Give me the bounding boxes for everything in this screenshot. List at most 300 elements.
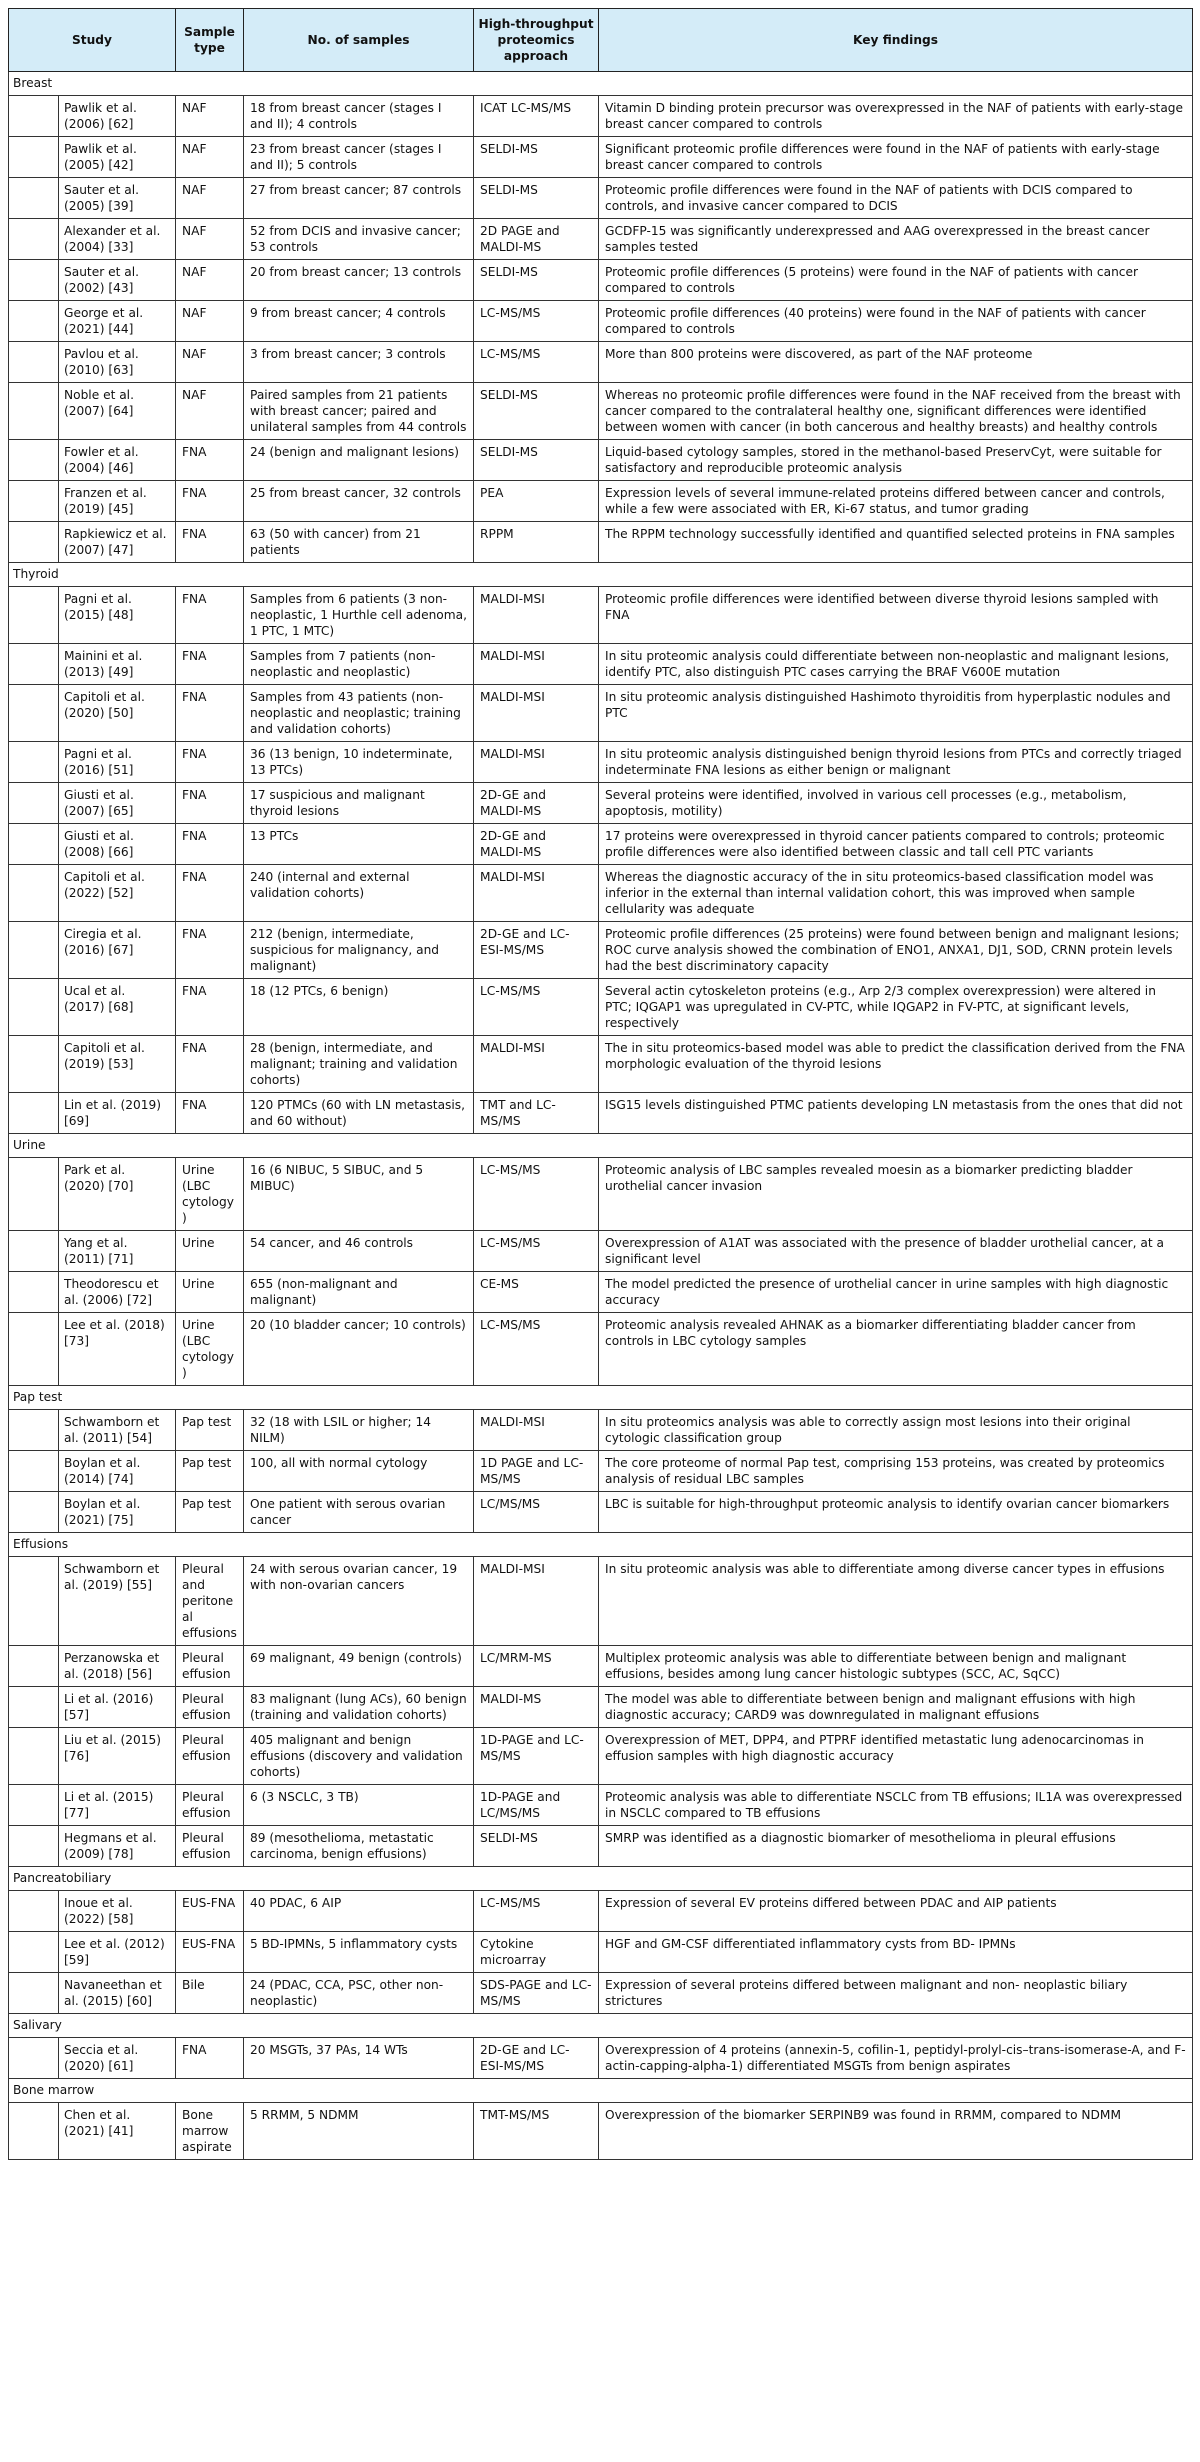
indent-cell xyxy=(9,1451,59,1492)
indent-cell xyxy=(9,2038,59,2079)
table-row xyxy=(9,1313,1193,1386)
study-cell: Pavlou et al. (2010) [63] xyxy=(59,342,176,383)
sample-type-cell: FNA xyxy=(176,742,244,783)
sample-type-cell: Bile xyxy=(176,1973,244,2014)
samples-cell: 405 malignant and benign effusions (discovery and validation cohorts) xyxy=(244,1728,474,1785)
table-row xyxy=(9,522,1193,563)
table-row xyxy=(9,440,1193,481)
approach-cell: LC-MS/MS xyxy=(474,979,599,1036)
study-cell: Franzen et al. (2019) [45] xyxy=(59,481,176,522)
approach-cell: ICAT LC-MS/MS xyxy=(474,96,599,137)
indent-cell xyxy=(9,865,59,922)
findings-cell: In situ proteomic analysis distinguished benign thyroid lesions from PTCs and correctly triaged indeterminate FNA lesions as either benign or malignant xyxy=(599,742,1193,783)
sample-type-cell: NAF xyxy=(176,219,244,260)
study-cell: Schwamborn et al. (2019) [55] xyxy=(59,1557,176,1646)
sample-type-cell: Pleural effusion xyxy=(176,1826,244,1867)
findings-cell: In situ proteomic analysis distinguished Hashimoto thyroiditis from hyperplastic nodules and PTC xyxy=(599,685,1193,742)
indent-cell xyxy=(9,2103,59,2160)
study-cell: Navaneethan et al. (2015) [60] xyxy=(59,1973,176,2014)
proteomics-studies-table xyxy=(8,8,1193,2160)
indent-cell xyxy=(9,1272,59,1313)
section-label: Salivary xyxy=(9,2014,1193,2038)
table-row xyxy=(9,1231,1193,1272)
table-row xyxy=(9,922,1193,979)
approach-cell: CE-MS xyxy=(474,1272,599,1313)
table-row xyxy=(9,260,1193,301)
table-row xyxy=(9,383,1193,440)
indent-cell xyxy=(9,783,59,824)
study-cell: Li et al. (2015) [77] xyxy=(59,1785,176,1826)
findings-cell: Overexpression of MET, DPP4, and PTPRF identified metastatic lung adenocarcinomas in effusion samples with high diagnostic accuracy xyxy=(599,1728,1193,1785)
study-cell: Sauter et al. (2002) [43] xyxy=(59,260,176,301)
indent-cell xyxy=(9,1410,59,1451)
samples-cell: 32 (18 with LSIL or higher; 14 NILM) xyxy=(244,1410,474,1451)
table-row xyxy=(9,1932,1193,1973)
findings-cell: Proteomic analysis of LBC samples revealed moesin as a biomarker predicting bladder urothelial cancer invasion xyxy=(599,1158,1193,1231)
sample-type-cell: FNA xyxy=(176,481,244,522)
header-approach: High-throughput proteomics approach xyxy=(474,9,599,72)
sample-type-cell: NAF xyxy=(176,383,244,440)
table-row xyxy=(9,1272,1193,1313)
section-label: Pap test xyxy=(9,1386,1193,1410)
sample-type-cell: Pleural and peritoneal effusions xyxy=(176,1557,244,1646)
section-row xyxy=(9,72,1193,96)
approach-cell: LC/MS/MS xyxy=(474,1492,599,1533)
approach-cell: SELDI-MS xyxy=(474,178,599,219)
findings-cell: More than 800 proteins were discovered, as part of the NAF proteome xyxy=(599,342,1193,383)
samples-cell: 23 from breast cancer (stages I and II); 5 controls xyxy=(244,137,474,178)
indent-cell xyxy=(9,1785,59,1826)
findings-cell: 17 proteins were overexpressed in thyroid cancer patients compared to controls; proteomic profile differences were also identified between classic and tall cell PTC variants xyxy=(599,824,1193,865)
study-cell: Capitoli et al. (2022) [52] xyxy=(59,865,176,922)
samples-cell: 63 (50 with cancer) from 21 patients xyxy=(244,522,474,563)
findings-cell: Proteomic profile differences were found in the NAF of patients with DCIS compared to controls, and invasive cancer compared to DCIS xyxy=(599,178,1193,219)
study-cell: Perzanowska et al. (2018) [56] xyxy=(59,1646,176,1687)
study-cell: Boylan et al. (2021) [75] xyxy=(59,1492,176,1533)
sample-type-cell: EUS-FNA xyxy=(176,1932,244,1973)
findings-cell: SMRP was identified as a diagnostic biomarker of mesothelioma in pleural effusions xyxy=(599,1826,1193,1867)
indent-cell xyxy=(9,1687,59,1728)
samples-cell: 9 from breast cancer; 4 controls xyxy=(244,301,474,342)
findings-cell: Whereas the diagnostic accuracy of the in situ proteomics-based classification model was inferior in the external than internal validation cohort, this was improved when sample cellularity was adequate xyxy=(599,865,1193,922)
approach-cell: LC-MS/MS xyxy=(474,1313,599,1386)
approach-cell: MALDI-MSI xyxy=(474,1036,599,1093)
table-row xyxy=(9,1826,1193,1867)
approach-cell: SELDI-MS xyxy=(474,383,599,440)
approach-cell: LC-MS/MS xyxy=(474,1158,599,1231)
table-row xyxy=(9,979,1193,1036)
samples-cell: 40 PDAC, 6 AIP xyxy=(244,1891,474,1932)
samples-cell: 20 from breast cancer; 13 controls xyxy=(244,260,474,301)
section-row xyxy=(9,563,1193,587)
sample-type-cell: NAF xyxy=(176,260,244,301)
sample-type-cell: FNA xyxy=(176,979,244,1036)
approach-cell: LC-MS/MS xyxy=(474,1231,599,1272)
findings-cell: In situ proteomic analysis could differentiate between non-neoplastic and malignant lesions, identify PTC, also distinguish PTC cases carrying the BRAF V600E mutation xyxy=(599,644,1193,685)
table-row xyxy=(9,1492,1193,1533)
sample-type-cell: Bone marrow aspirate xyxy=(176,2103,244,2160)
samples-cell: 6 (3 NSCLC, 3 TB) xyxy=(244,1785,474,1826)
table-row xyxy=(9,1036,1193,1093)
samples-cell: 52 from DCIS and invasive cancer; 53 controls xyxy=(244,219,474,260)
sample-type-cell: Urine (LBC cytology) xyxy=(176,1158,244,1231)
samples-cell: Samples from 43 patients (non-neoplastic and neoplastic; training and validation cohorts) xyxy=(244,685,474,742)
findings-cell: Overexpression of A1AT was associated with the presence of bladder urothelial cancer, at a significant level xyxy=(599,1231,1193,1272)
table-row xyxy=(9,1973,1193,2014)
indent-cell xyxy=(9,1728,59,1785)
indent-cell xyxy=(9,1826,59,1867)
study-cell: Noble et al. (2007) [64] xyxy=(59,383,176,440)
approach-cell: 1D-PAGE and LC-MS/MS xyxy=(474,1728,599,1785)
sample-type-cell: FNA xyxy=(176,440,244,481)
study-cell: Park et al. (2020) [70] xyxy=(59,1158,176,1231)
samples-cell: 18 (12 PTCs, 6 benign) xyxy=(244,979,474,1036)
samples-cell: 212 (benign, intermediate, suspicious for malignancy, and malignant) xyxy=(244,922,474,979)
sample-type-cell: NAF xyxy=(176,301,244,342)
samples-cell: 16 (6 NIBUC, 5 SIBUC, and 5 MIBUC) xyxy=(244,1158,474,1231)
findings-cell: Proteomic profile differences (25 proteins) were found between benign and malignant lesions; ROC curve analysis showed the combination of ENO1, ANXA1, DJ1, SOD, CRNN protein levels had the best discriminatory capacity xyxy=(599,922,1193,979)
approach-cell: MALDI-MS xyxy=(474,1687,599,1728)
header-row xyxy=(9,9,1193,72)
study-cell: Seccia et al. (2020) [61] xyxy=(59,2038,176,2079)
findings-cell: HGF and GM-CSF differentiated inflammatory cysts from BD- IPMNs xyxy=(599,1932,1193,1973)
sample-type-cell: FNA xyxy=(176,824,244,865)
approach-cell: 2D-GE and MALDI-MS xyxy=(474,824,599,865)
indent-cell xyxy=(9,342,59,383)
approach-cell: LC-MS/MS xyxy=(474,1891,599,1932)
sample-type-cell: FNA xyxy=(176,783,244,824)
indent-cell xyxy=(9,1093,59,1134)
study-cell: Pawlik et al. (2005) [42] xyxy=(59,137,176,178)
table-row xyxy=(9,1728,1193,1785)
approach-cell: SDS-PAGE and LC-MS/MS xyxy=(474,1973,599,2014)
table-row xyxy=(9,1451,1193,1492)
study-cell: Ciregia et al. (2016) [67] xyxy=(59,922,176,979)
approach-cell: SELDI-MS xyxy=(474,1826,599,1867)
table-row xyxy=(9,742,1193,783)
indent-cell xyxy=(9,1036,59,1093)
table-row xyxy=(9,481,1193,522)
approach-cell: MALDI-MSI xyxy=(474,644,599,685)
indent-cell xyxy=(9,1932,59,1973)
section-label: Breast xyxy=(9,72,1193,96)
indent-cell xyxy=(9,383,59,440)
findings-cell: GCDFP-15 was significantly underexpressed and AAG overexpressed in the breast cancer samples tested xyxy=(599,219,1193,260)
indent-cell xyxy=(9,742,59,783)
findings-cell: The in situ proteomics-based model was able to predict the classification derived from the FNA morphologic evaluation of the thyroid lesions xyxy=(599,1036,1193,1093)
study-cell: Inoue et al. (2022) [58] xyxy=(59,1891,176,1932)
indent-cell xyxy=(9,1646,59,1687)
table-row xyxy=(9,824,1193,865)
samples-cell: 89 (mesothelioma, metastatic carcinoma, benign effusions) xyxy=(244,1826,474,1867)
header-samples: No. of samples xyxy=(244,9,474,72)
study-cell: Fowler et al. (2004) [46] xyxy=(59,440,176,481)
study-cell: Lee et al. (2012) [59] xyxy=(59,1932,176,1973)
approach-cell: MALDI-MSI xyxy=(474,742,599,783)
findings-cell: Overexpression of the biomarker SERPINB9 was found in RRMM, compared to NDMM xyxy=(599,2103,1193,2160)
table-row xyxy=(9,783,1193,824)
sample-type-cell: FNA xyxy=(176,587,244,644)
table-row xyxy=(9,342,1193,383)
samples-cell: 655 (non-malignant and malignant) xyxy=(244,1272,474,1313)
table-row xyxy=(9,301,1193,342)
sample-type-cell: Urine (LBC cytology) xyxy=(176,1313,244,1386)
table-row xyxy=(9,1158,1193,1231)
table-row xyxy=(9,1646,1193,1687)
samples-cell: Paired samples from 21 patients with breast cancer; paired and unilateral samples from 44 controls xyxy=(244,383,474,440)
samples-cell: Samples from 6 patients (3 non-neoplastic, 1 Hurthle cell adenoma, 1 PTC, 1 MTC) xyxy=(244,587,474,644)
study-cell: Ucal et al. (2017) [68] xyxy=(59,979,176,1036)
samples-cell: 5 BD-IPMNs, 5 inflammatory cysts xyxy=(244,1932,474,1973)
table-row xyxy=(9,865,1193,922)
sample-type-cell: Pleural effusion xyxy=(176,1785,244,1826)
samples-cell: 3 from breast cancer; 3 controls xyxy=(244,342,474,383)
indent-cell xyxy=(9,824,59,865)
indent-cell xyxy=(9,219,59,260)
study-cell: Chen et al. (2021) [41] xyxy=(59,2103,176,2160)
study-cell: Pagni et al. (2015) [48] xyxy=(59,587,176,644)
samples-cell: 18 from breast cancer (stages I and II); 4 controls xyxy=(244,96,474,137)
findings-cell: Expression of several EV proteins differed between PDAC and AIP patients xyxy=(599,1891,1193,1932)
sample-type-cell: Pleural effusion xyxy=(176,1728,244,1785)
findings-cell: The core proteome of normal Pap test, comprising 153 proteins, was created by proteomics analysis of residual LBC samples xyxy=(599,1451,1193,1492)
samples-cell: 54 cancer, and 46 controls xyxy=(244,1231,474,1272)
table-row xyxy=(9,178,1193,219)
findings-cell: In situ proteomic analysis was able to differentiate among diverse cancer types in effusions xyxy=(599,1557,1193,1646)
section-label: Thyroid xyxy=(9,563,1193,587)
table-row xyxy=(9,219,1193,260)
table-row xyxy=(9,587,1193,644)
approach-cell: TMT-MS/MS xyxy=(474,2103,599,2160)
samples-cell: 36 (13 benign, 10 indeterminate, 13 PTCs) xyxy=(244,742,474,783)
approach-cell: RPPM xyxy=(474,522,599,563)
section-row xyxy=(9,1134,1193,1158)
table-row xyxy=(9,137,1193,178)
samples-cell: 240 (internal and external validation cohorts) xyxy=(244,865,474,922)
study-cell: Alexander et al. (2004) [33] xyxy=(59,219,176,260)
indent-cell xyxy=(9,1973,59,2014)
study-cell: Lin et al. (2019) [69] xyxy=(59,1093,176,1134)
table-row xyxy=(9,685,1193,742)
samples-cell: 24 with serous ovarian cancer, 19 with non-ovarian cancers xyxy=(244,1557,474,1646)
indent-cell xyxy=(9,440,59,481)
table-body xyxy=(9,72,1193,2160)
approach-cell: MALDI-MSI xyxy=(474,1557,599,1646)
indent-cell xyxy=(9,922,59,979)
section-label: Bone marrow xyxy=(9,2079,1193,2103)
findings-cell: Proteomic profile differences (40 proteins) were found in the NAF of patients with cancer compared to controls xyxy=(599,301,1193,342)
findings-cell: ISG15 levels distinguished PTMC patients developing LN metastasis from the ones that did not xyxy=(599,1093,1193,1134)
approach-cell: 2D-GE and LC-ESI-MS/MS xyxy=(474,922,599,979)
table-row xyxy=(9,1785,1193,1826)
sample-type-cell: Urine xyxy=(176,1272,244,1313)
study-cell: Mainini et al. (2013) [49] xyxy=(59,644,176,685)
section-label: Pancreatobiliary xyxy=(9,1867,1193,1891)
approach-cell: 2D PAGE and MALDI-MS xyxy=(474,219,599,260)
samples-cell: 83 malignant (lung ACs), 60 benign (training and validation cohorts) xyxy=(244,1687,474,1728)
approach-cell: SELDI-MS xyxy=(474,260,599,301)
approach-cell: TMT and LC-MS/MS xyxy=(474,1093,599,1134)
table-row xyxy=(9,644,1193,685)
samples-cell: 69 malignant, 49 benign (controls) xyxy=(244,1646,474,1687)
sample-type-cell: FNA xyxy=(176,922,244,979)
study-cell: Schwamborn et al. (2011) [54] xyxy=(59,1410,176,1451)
header-study: Study xyxy=(9,9,176,72)
sample-type-cell: Pleural effusion xyxy=(176,1646,244,1687)
indent-cell xyxy=(9,1231,59,1272)
findings-cell: The RPPM technology successfully identified and quantified selected proteins in FNA samples xyxy=(599,522,1193,563)
approach-cell: MALDI-MSI xyxy=(474,685,599,742)
study-cell: George et al. (2021) [44] xyxy=(59,301,176,342)
approach-cell: Cytokine microarray xyxy=(474,1932,599,1973)
findings-cell: Overexpression of 4 proteins (annexin-5, cofilin-1, peptidyl-prolyl-cis–trans-isomerase-A, and F-actin-capping-alpha-1) differentiated MSGTs from benign aspirates xyxy=(599,2038,1193,2079)
indent-cell xyxy=(9,1557,59,1646)
table-row xyxy=(9,1093,1193,1134)
approach-cell: MALDI-MSI xyxy=(474,865,599,922)
approach-cell: MALDI-MSI xyxy=(474,1410,599,1451)
table-row xyxy=(9,2103,1193,2160)
findings-cell: Vitamin D binding protein precursor was overexpressed in the NAF of patients with early-stage breast cancer compared to controls xyxy=(599,96,1193,137)
sample-type-cell: FNA xyxy=(176,2038,244,2079)
indent-cell xyxy=(9,587,59,644)
findings-cell: Liquid-based cytology samples, stored in the methanol-based PreservCyt, were suitable for satisfactory and reproducible proteomic analysis xyxy=(599,440,1193,481)
section-row xyxy=(9,2079,1193,2103)
findings-cell: The model was able to differentiate between benign and malignant effusions with high diagnostic accuracy; CARD9 was downregulated in malignant effusions xyxy=(599,1687,1193,1728)
section-row xyxy=(9,1386,1193,1410)
indent-cell xyxy=(9,1158,59,1231)
indent-cell xyxy=(9,178,59,219)
sample-type-cell: NAF xyxy=(176,178,244,219)
sample-type-cell: FNA xyxy=(176,865,244,922)
indent-cell xyxy=(9,685,59,742)
section-label: Effusions xyxy=(9,1533,1193,1557)
sample-type-cell: FNA xyxy=(176,1036,244,1093)
findings-cell: Proteomic analysis revealed AHNAK as a biomarker differentiating bladder cancer from controls in LBC cytology samples xyxy=(599,1313,1193,1386)
findings-cell: Expression of several proteins differed between malignant and non- neoplastic biliary strictures xyxy=(599,1973,1193,2014)
indent-cell xyxy=(9,979,59,1036)
section-row xyxy=(9,1533,1193,1557)
samples-cell: 20 (10 bladder cancer; 10 controls) xyxy=(244,1313,474,1386)
section-label: Urine xyxy=(9,1134,1193,1158)
findings-cell: Several proteins were identified, involved in various cell processes (e.g., metabolism, apoptosis, motility) xyxy=(599,783,1193,824)
findings-cell: The model predicted the presence of urothelial cancer in urine samples with high diagnostic accuracy xyxy=(599,1272,1193,1313)
samples-cell: Samples from 7 patients (non-neoplastic and neoplastic) xyxy=(244,644,474,685)
sample-type-cell: FNA xyxy=(176,644,244,685)
samples-cell: 27 from breast cancer; 87 controls xyxy=(244,178,474,219)
indent-cell xyxy=(9,1492,59,1533)
header-sample-type: Sample type xyxy=(176,9,244,72)
approach-cell: 1D-PAGE and LC/MS/MS xyxy=(474,1785,599,1826)
table-row xyxy=(9,1410,1193,1451)
indent-cell xyxy=(9,522,59,563)
indent-cell xyxy=(9,137,59,178)
findings-cell: Several actin cytoskeleton proteins (e.g., Arp 2/3 complex overexpression) were altered in PTC; IQGAP1 was upregulated in CV-PTC, while IQGAP2 in FV-PTC, at significant levels, respectively xyxy=(599,979,1193,1036)
sample-type-cell: Pap test xyxy=(176,1451,244,1492)
samples-cell: 13 PTCs xyxy=(244,824,474,865)
findings-cell: Expression levels of several immune-related proteins differed between cancer and controls, while a few were associated with ER, Ki-67 status, and tumor grading xyxy=(599,481,1193,522)
header-key-findings: Key findings xyxy=(599,9,1193,72)
study-cell: Capitoli et al. (2019) [53] xyxy=(59,1036,176,1093)
sample-type-cell: NAF xyxy=(176,96,244,137)
approach-cell: 2D-GE and MALDI-MS xyxy=(474,783,599,824)
sample-type-cell: Pleural effusion xyxy=(176,1687,244,1728)
table-row xyxy=(9,96,1193,137)
study-cell: Pagni et al. (2016) [51] xyxy=(59,742,176,783)
study-cell: Theodorescu et al. (2006) [72] xyxy=(59,1272,176,1313)
sample-type-cell: Pap test xyxy=(176,1492,244,1533)
sample-type-cell: NAF xyxy=(176,137,244,178)
study-cell: Sauter et al. (2005) [39] xyxy=(59,178,176,219)
samples-cell: 25 from breast cancer, 32 controls xyxy=(244,481,474,522)
findings-cell: Whereas no proteomic profile differences were found in the NAF received from the breast with cancer compared to the contralateral healthy one, significant differences were identified between women with cancer (in both cancerous and healthy breasts) and healthy controls xyxy=(599,383,1193,440)
study-cell: Yang et al. (2011) [71] xyxy=(59,1231,176,1272)
samples-cell: 5 RRMM, 5 NDMM xyxy=(244,2103,474,2160)
samples-cell: 17 suspicious and malignant thyroid lesions xyxy=(244,783,474,824)
sample-type-cell: FNA xyxy=(176,522,244,563)
samples-cell: 120 PTMCs (60 with LN metastasis, and 60 without) xyxy=(244,1093,474,1134)
findings-cell: Proteomic analysis was able to differentiate NSCLC from TB effusions; IL1A was overexpressed in NSCLC compared to TB effusions xyxy=(599,1785,1193,1826)
study-cell: Li et al. (2016) [57] xyxy=(59,1687,176,1728)
study-cell: Capitoli et al. (2020) [50] xyxy=(59,685,176,742)
indent-cell xyxy=(9,1891,59,1932)
sample-type-cell: Pap test xyxy=(176,1410,244,1451)
samples-cell: 24 (PDAC, CCA, PSC, other non-neoplastic) xyxy=(244,1973,474,2014)
study-cell: Giusti et al. (2008) [66] xyxy=(59,824,176,865)
study-cell: Boylan et al. (2014) [74] xyxy=(59,1451,176,1492)
table-row xyxy=(9,1687,1193,1728)
approach-cell: PEA xyxy=(474,481,599,522)
study-cell: Lee et al. (2018) [73] xyxy=(59,1313,176,1386)
sample-type-cell: NAF xyxy=(176,342,244,383)
approach-cell: LC-MS/MS xyxy=(474,342,599,383)
study-cell: Liu et al. (2015) [76] xyxy=(59,1728,176,1785)
table-row xyxy=(9,1891,1193,1932)
samples-cell: One patient with serous ovarian cancer xyxy=(244,1492,474,1533)
study-cell: Pawlik et al. (2006) [62] xyxy=(59,96,176,137)
study-cell: Rapkiewicz et al. (2007) [47] xyxy=(59,522,176,563)
findings-cell: In situ proteomics analysis was able to correctly assign most lesions into their original cytologic classification group xyxy=(599,1410,1193,1451)
findings-cell: Multiplex proteomic analysis was able to differentiate between benign and malignant effusions, besides among lung cancer histologic subtypes (SCC, AC, SqCC) xyxy=(599,1646,1193,1687)
approach-cell: SELDI-MS xyxy=(474,137,599,178)
findings-cell: Proteomic profile differences (5 proteins) were found in the NAF of patients with cancer compared to controls xyxy=(599,260,1193,301)
indent-cell xyxy=(9,644,59,685)
sample-type-cell: FNA xyxy=(176,685,244,742)
sample-type-cell: FNA xyxy=(176,1093,244,1134)
sample-type-cell: EUS-FNA xyxy=(176,1891,244,1932)
approach-cell: 1D PAGE and LC-MS/MS xyxy=(474,1451,599,1492)
indent-cell xyxy=(9,1313,59,1386)
samples-cell: 100, all with normal cytology xyxy=(244,1451,474,1492)
samples-cell: 20 MSGTs, 37 PAs, 14 WTs xyxy=(244,2038,474,2079)
sample-type-cell: Urine xyxy=(176,1231,244,1272)
indent-cell xyxy=(9,260,59,301)
findings-cell: Proteomic profile differences were identified between diverse thyroid lesions sampled with FNA xyxy=(599,587,1193,644)
approach-cell: LC-MS/MS xyxy=(474,301,599,342)
table-container xyxy=(8,8,1192,2160)
study-cell: Hegmans et al. (2009) [78] xyxy=(59,1826,176,1867)
samples-cell: 28 (benign, intermediate, and malignant; training and validation cohorts) xyxy=(244,1036,474,1093)
approach-cell: MALDI-MSI xyxy=(474,587,599,644)
study-cell: Giusti et al. (2007) [65] xyxy=(59,783,176,824)
section-row xyxy=(9,2014,1193,2038)
approach-cell: SELDI-MS xyxy=(474,440,599,481)
indent-cell xyxy=(9,96,59,137)
approach-cell: LC/MRM-MS xyxy=(474,1646,599,1687)
indent-cell xyxy=(9,301,59,342)
findings-cell: Significant proteomic profile differences were found in the NAF of patients with early-stage breast cancer compared to controls xyxy=(599,137,1193,178)
findings-cell: LBC is suitable for high-throughput proteomic analysis to identify ovarian cancer biomarkers xyxy=(599,1492,1193,1533)
indent-cell xyxy=(9,481,59,522)
